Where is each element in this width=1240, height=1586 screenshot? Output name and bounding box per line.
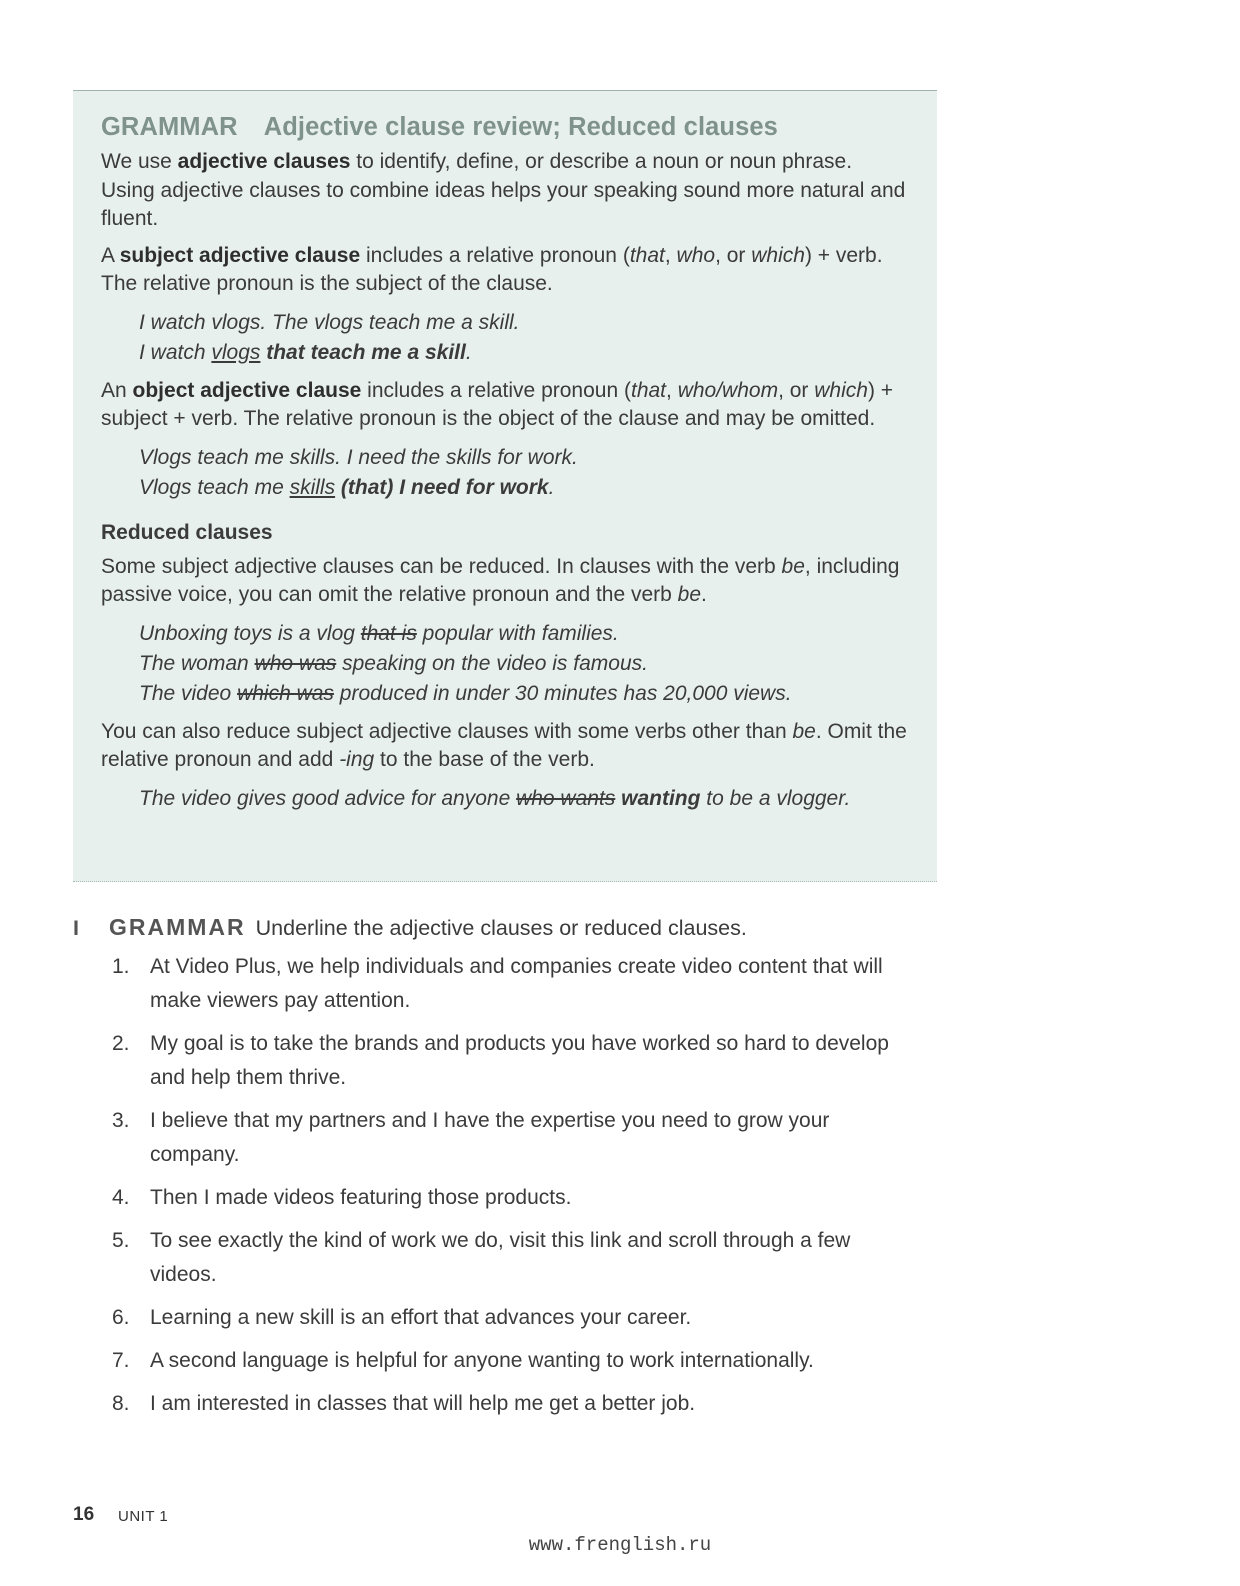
- item-number: 8.: [112, 1392, 130, 1415]
- example-line: Vlogs teach me skills. I need the skills for work.: [139, 445, 578, 469]
- example-line: [139, 679, 907, 709]
- text: includes a relative pronoun (: [361, 378, 631, 402]
- italic-term: that: [629, 243, 665, 267]
- exercise-letter: I: [73, 916, 79, 940]
- italic-term: who: [676, 243, 716, 267]
- text: , or: [715, 243, 752, 267]
- text: ) + subject + verb. The relative pronoun is the object of the clause and may be omitted.: [101, 378, 894, 430]
- list-item: [112, 1104, 912, 1172]
- text: The video: [139, 681, 238, 705]
- text: A: [101, 243, 120, 267]
- example-line: [139, 473, 907, 503]
- page-number: 16: [73, 1504, 95, 1525]
- italic-term: which: [814, 378, 868, 402]
- item-text: Then I made videos featuring those products.: [150, 1186, 572, 1209]
- text: The video gives good advice for anyone: [139, 786, 517, 810]
- example-line: [139, 619, 907, 649]
- grammar-box: [73, 90, 937, 882]
- text: .: [548, 475, 555, 499]
- italic-term: be: [677, 583, 702, 606]
- bold-term: subject adjective clause: [119, 243, 361, 267]
- italic-term: -ing: [339, 748, 375, 771]
- text: to the base of the verb.: [374, 748, 595, 771]
- unit-label: UNIT 1: [118, 1508, 169, 1525]
- text: to be a vlogger.: [700, 786, 851, 810]
- bold-clause: wanting: [615, 786, 701, 810]
- list-item: [112, 1344, 912, 1378]
- paragraph-adjective-clauses: [101, 148, 907, 234]
- italic-term: be: [781, 554, 805, 578]
- italic-term: which: [751, 243, 805, 267]
- example-group-reduced: [101, 619, 907, 709]
- list-item: [112, 950, 912, 1018]
- list-item: [112, 1224, 912, 1292]
- example-group-ing: [101, 784, 907, 814]
- item-text: I am interested in classes that will help me get a better job.: [150, 1392, 696, 1415]
- example-line: [139, 784, 907, 814]
- text: I watch: [139, 340, 212, 364]
- list-item: [112, 1181, 912, 1215]
- struck-words: who was: [254, 651, 337, 675]
- italic-term: that: [630, 378, 667, 402]
- struck-words: which was: [237, 681, 334, 705]
- paragraph-object-clause: [101, 377, 907, 434]
- text: ,: [666, 378, 678, 402]
- bold-term: adjective clauses: [177, 150, 351, 173]
- text: ,: [664, 243, 677, 267]
- item-number: 1.: [112, 955, 130, 978]
- italic-term: who/whom: [677, 378, 779, 402]
- box-title-tag: GRAMMAR: [101, 113, 238, 141]
- text: Vlogs teach me: [139, 475, 290, 499]
- text: produced in under 30 minutes has 20,000 views.: [333, 681, 792, 705]
- text: We use: [101, 150, 178, 173]
- text: includes a relative pronoun (: [360, 243, 630, 267]
- paragraph-ing: [101, 718, 907, 775]
- example-group-object: [101, 443, 907, 503]
- item-text: I believe that my partners and I have the expertise you need to grow your company.: [150, 1109, 830, 1166]
- box-title: [101, 113, 907, 142]
- text: , or: [778, 378, 815, 402]
- text: You can also reduce subject adjective clauses with some verbs other than: [101, 719, 793, 743]
- paragraph-subject-clause: [101, 242, 907, 299]
- item-text: At Video Plus, we help individuals and companies create video content that will make viewers pay attention.: [150, 955, 883, 1012]
- item-text: A second language is helpful for anyone wanting to work internationally.: [150, 1349, 814, 1372]
- text: .: [465, 340, 472, 364]
- item-number: 7.: [112, 1349, 130, 1372]
- text: An: [101, 378, 133, 402]
- text: . Omit the relative pronoun and add: [101, 719, 907, 771]
- item-text: Learning a new skill is an effort that advances your career.: [150, 1306, 692, 1329]
- watermark-url: www.frenglish.ru: [528, 1534, 712, 1556]
- underlined-noun: skills: [289, 475, 336, 499]
- item-text: My goal is to take the brands and products you have worked so hard to develop and help them thrive.: [150, 1032, 889, 1089]
- text: popular with families.: [416, 621, 619, 645]
- example-line: I watch vlogs. The vlogs teach me a skill.: [139, 310, 520, 334]
- example-line: [139, 649, 907, 679]
- text: speaking on the video is famous.: [336, 651, 648, 675]
- text: The woman: [139, 651, 255, 675]
- text: Unboxing toys is a vlog: [139, 621, 361, 645]
- example-line: [139, 338, 907, 368]
- item-number: 3.: [112, 1109, 130, 1132]
- exercise-items: [112, 950, 912, 1430]
- item-number: 2.: [112, 1032, 130, 1055]
- list-item: [112, 1027, 912, 1095]
- text: to identify, define, or describe a noun or noun phrase. Using adjective clauses to combine ideas helps your speaking sound more natural and fluent.: [101, 150, 906, 230]
- text: , including passive voice, you can omit the relative pronoun and the verb: [101, 554, 900, 606]
- bold-clause: (that) I need for work: [335, 475, 549, 499]
- list-item: [112, 1301, 912, 1335]
- list-item: [112, 1387, 912, 1421]
- struck-words: that is: [360, 621, 417, 645]
- italic-term: be: [792, 719, 816, 743]
- underlined-noun: vlogs: [211, 340, 261, 364]
- struck-words: who wants: [516, 786, 616, 810]
- item-number: 6.: [112, 1306, 130, 1329]
- text: .: [701, 583, 707, 606]
- item-number: 5.: [112, 1229, 130, 1252]
- item-number: 4.: [112, 1186, 130, 1209]
- reduced-clauses-heading: Reduced clauses: [101, 520, 273, 544]
- text: Some subject adjective clauses can be reduced. In clauses with the verb: [101, 554, 782, 578]
- exercise-tag: GRAMMAR: [109, 914, 246, 940]
- example-group-subject: [101, 308, 907, 368]
- text: ) + verb. The relative pronoun is the subject of the clause.: [101, 243, 883, 295]
- bold-clause: that teach me a skill: [260, 340, 466, 364]
- box-title-text: Adjective clause review; Reduced clauses: [263, 113, 778, 141]
- bold-term: object adjective clause: [132, 378, 362, 402]
- exercise-instruction: Underline the adjective clauses or reduced clauses.: [255, 916, 747, 940]
- item-text: To see exactly the kind of work we do, visit this link and scroll through a few videos.: [150, 1229, 851, 1286]
- exercise-heading: [73, 914, 973, 941]
- paragraph-reduced: [101, 553, 907, 610]
